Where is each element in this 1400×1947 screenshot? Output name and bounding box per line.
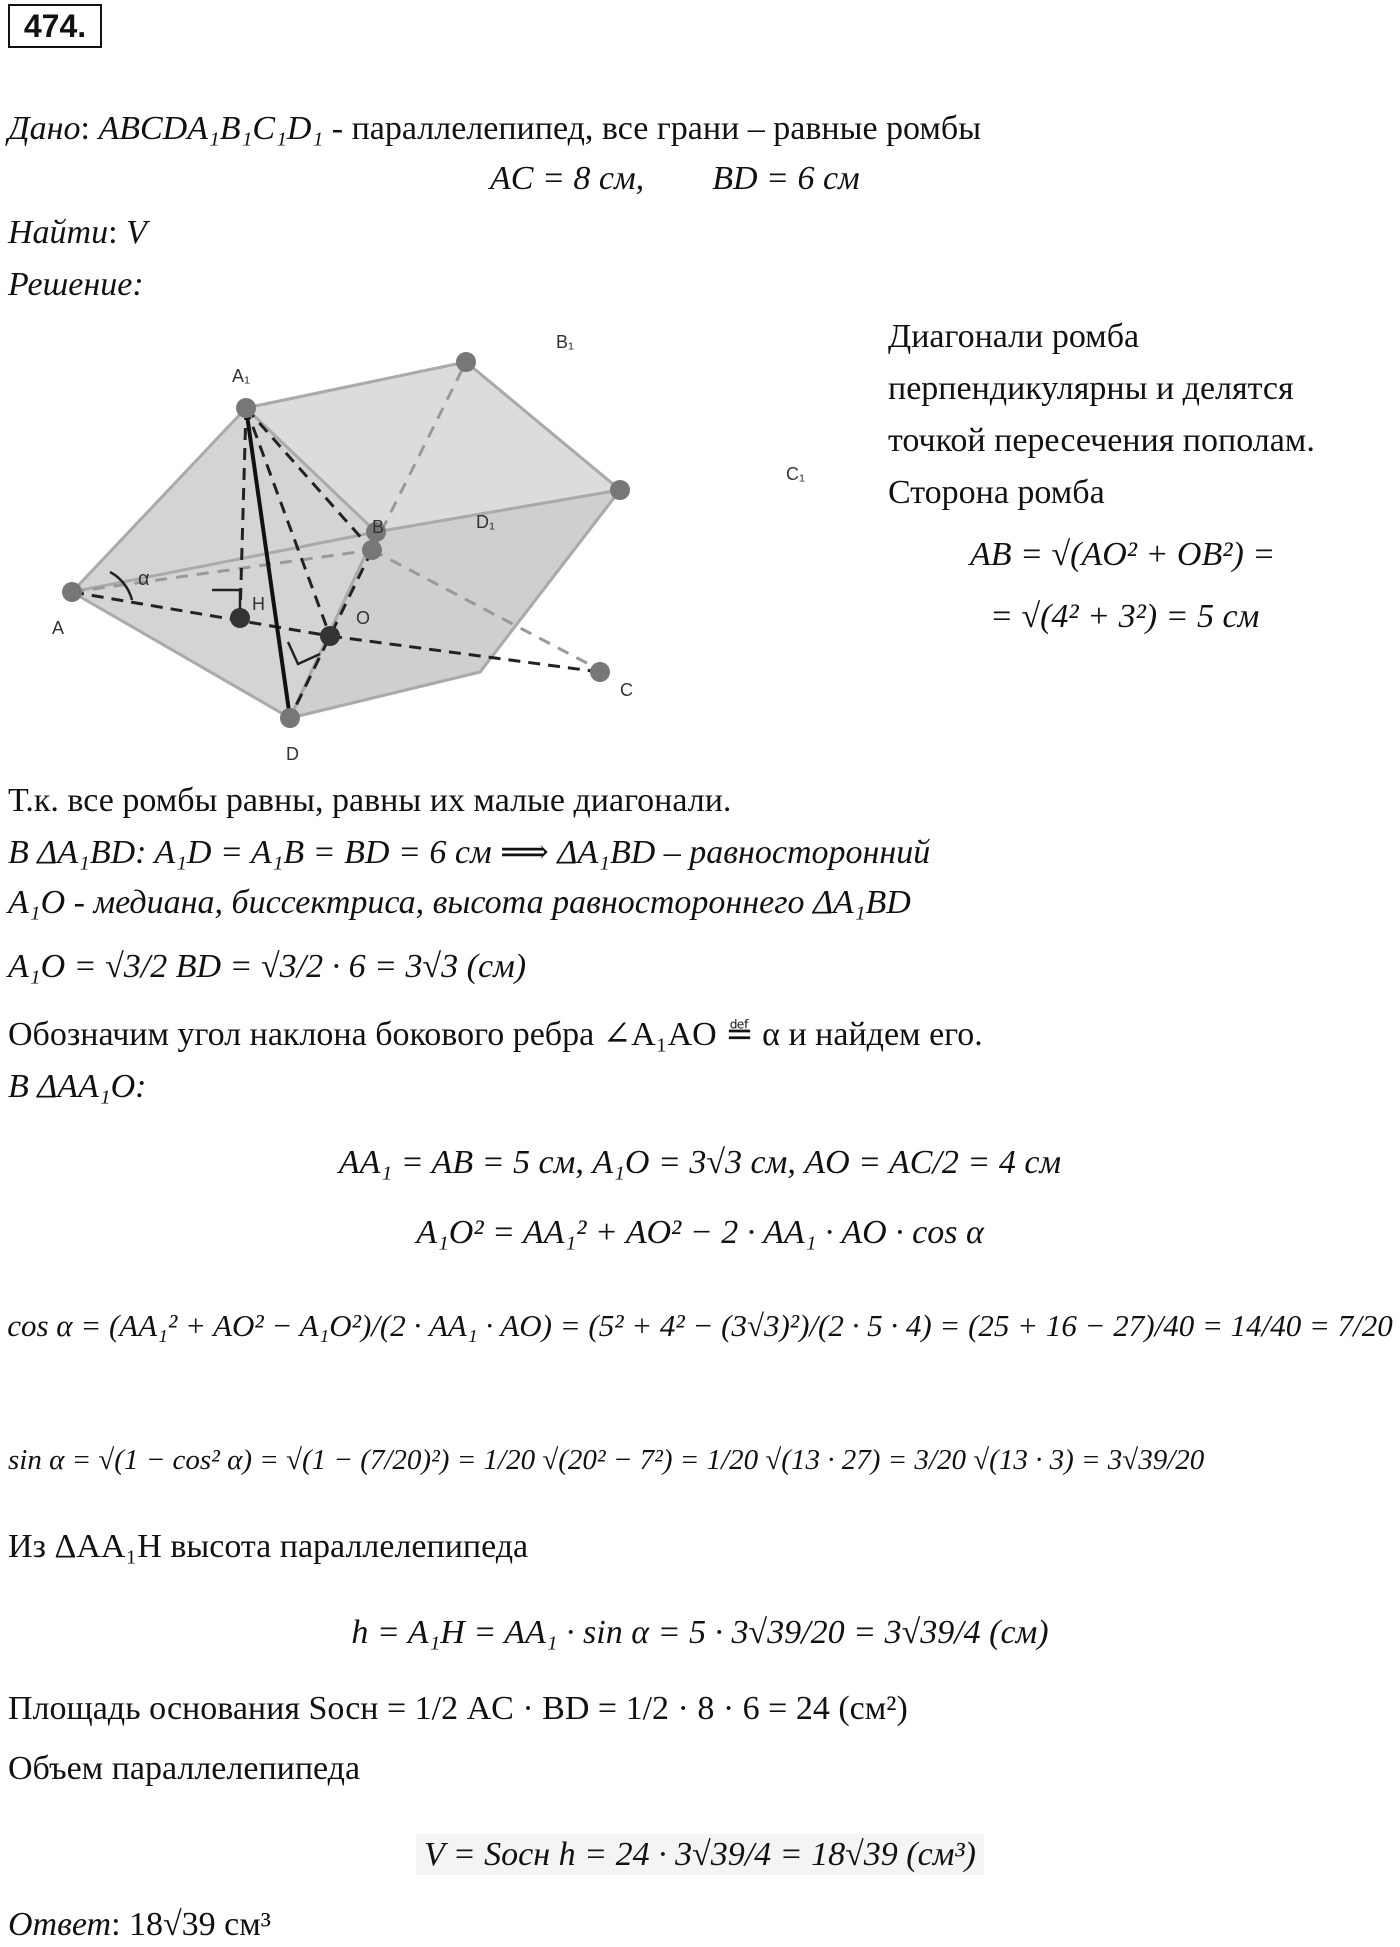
label-a1: A₁ [232,366,251,386]
solution-line: A₁O - медиана, биссектриса, высота равностороннего ΔA₁BD [8,884,911,921]
point-b1 [456,352,476,372]
label-o: O [356,608,371,628]
solution-line: Т.к. все ромбы равны, равны их малые диагонали. [8,782,732,819]
point-c1 [610,480,630,500]
answer-line: Ответ: 18√39 см³ [8,1906,271,1943]
find-line: Найти: V [8,214,147,251]
formula-base-area: Площадь основания Sосн = 1/2 AC · BD = 1/2 · 8 · 6 = 24 (см²) [8,1690,908,1727]
side-note-line: Диагонали ромба [888,318,1140,355]
formula-sin: sin α = √(1 − cos² α) = √(1 − (7/20)²) = 1/20 √(20² − 7²) = 1/20 √(13 · 27) = 3/20 √(13 · 3) = 3√39/20 [8,1444,1205,1476]
label-b: B [372,517,385,537]
solution-line: Из ΔAA₁H высота параллелепипеда [8,1528,529,1565]
solution-line: Объем параллелепипеда [8,1750,361,1787]
formula-h: h = A₁H = AA₁ · sin α = 5 · 3√39/20 = 3√39/4 (см) [351,1614,1049,1651]
formula-a1o: A₁O = √3/2 BD = √3/2 · 6 = 3√3 (см) [8,948,527,985]
point-a [62,582,82,602]
formula-cosine-law: A₁O² = AA₁² + AO² − 2 · AA₁ · AO · cos α [416,1214,984,1251]
side-note-line: перпендикулярны и делятся [888,370,1294,407]
formula-cos: cos α = (AA₁² + AO² − A₁O²)/(2 · AA₁ · AO) = (5² + 4² − (3√3)²)/(2 · 5 · 4) = (25 + 16 − 27)/40 = 14/40 = 7/20 [7,1308,1393,1343]
label-a: A [52,618,65,638]
label-d1: D₁ [476,512,496,532]
solution-line: Обозначим угол наклона бокового ребра ∠A₁AO ≝ α и найдем его. [8,1016,983,1053]
side-note-line: Сторона ромба [888,474,1105,511]
formula-volume: V = Sосн h = 24 · 3√39/4 = 18√39 (см³) [0,1838,1400,1872]
problem-number: 474. [8,4,102,48]
point-b [362,540,382,560]
side-note-line: точкой пересечения пополам. [888,422,1315,459]
side-formula: AB = √(AO² + OB²) = [970,536,1276,573]
given-line: Дано: ABCDA₁B₁C₁D₁ - параллелепипед, все грани – равные ромбы [8,110,982,147]
solution-label: Решение: [8,266,144,303]
point-c [590,662,610,682]
angle-label: α [138,568,150,590]
parallelepiped-figure [40,300,820,770]
point-h [230,608,250,628]
label-d: D [286,744,299,764]
point-o [320,626,340,646]
side-formula: = √(4² + 3²) = 5 см [990,598,1260,635]
point-d [280,708,300,728]
given-values: AC = 8 см, BD = 6 см [490,160,860,197]
label-c: C [620,680,633,700]
solution-line: В ΔAA₁O: [8,1068,147,1105]
solution-line: В ΔA₁BD: A₁D = A₁B = BD = 6 см ⟹ ΔA₁BD – равносторонний [8,834,931,871]
formula-lengths: AA₁ = AB = 5 см, A₁O = 3√3 см, AO = AC/2 = 4 см [338,1144,1062,1181]
point-a1 [236,398,256,418]
label-b1: B₁ [556,332,575,352]
label-c1: C₁ [786,464,806,484]
label-h: H [252,594,265,614]
